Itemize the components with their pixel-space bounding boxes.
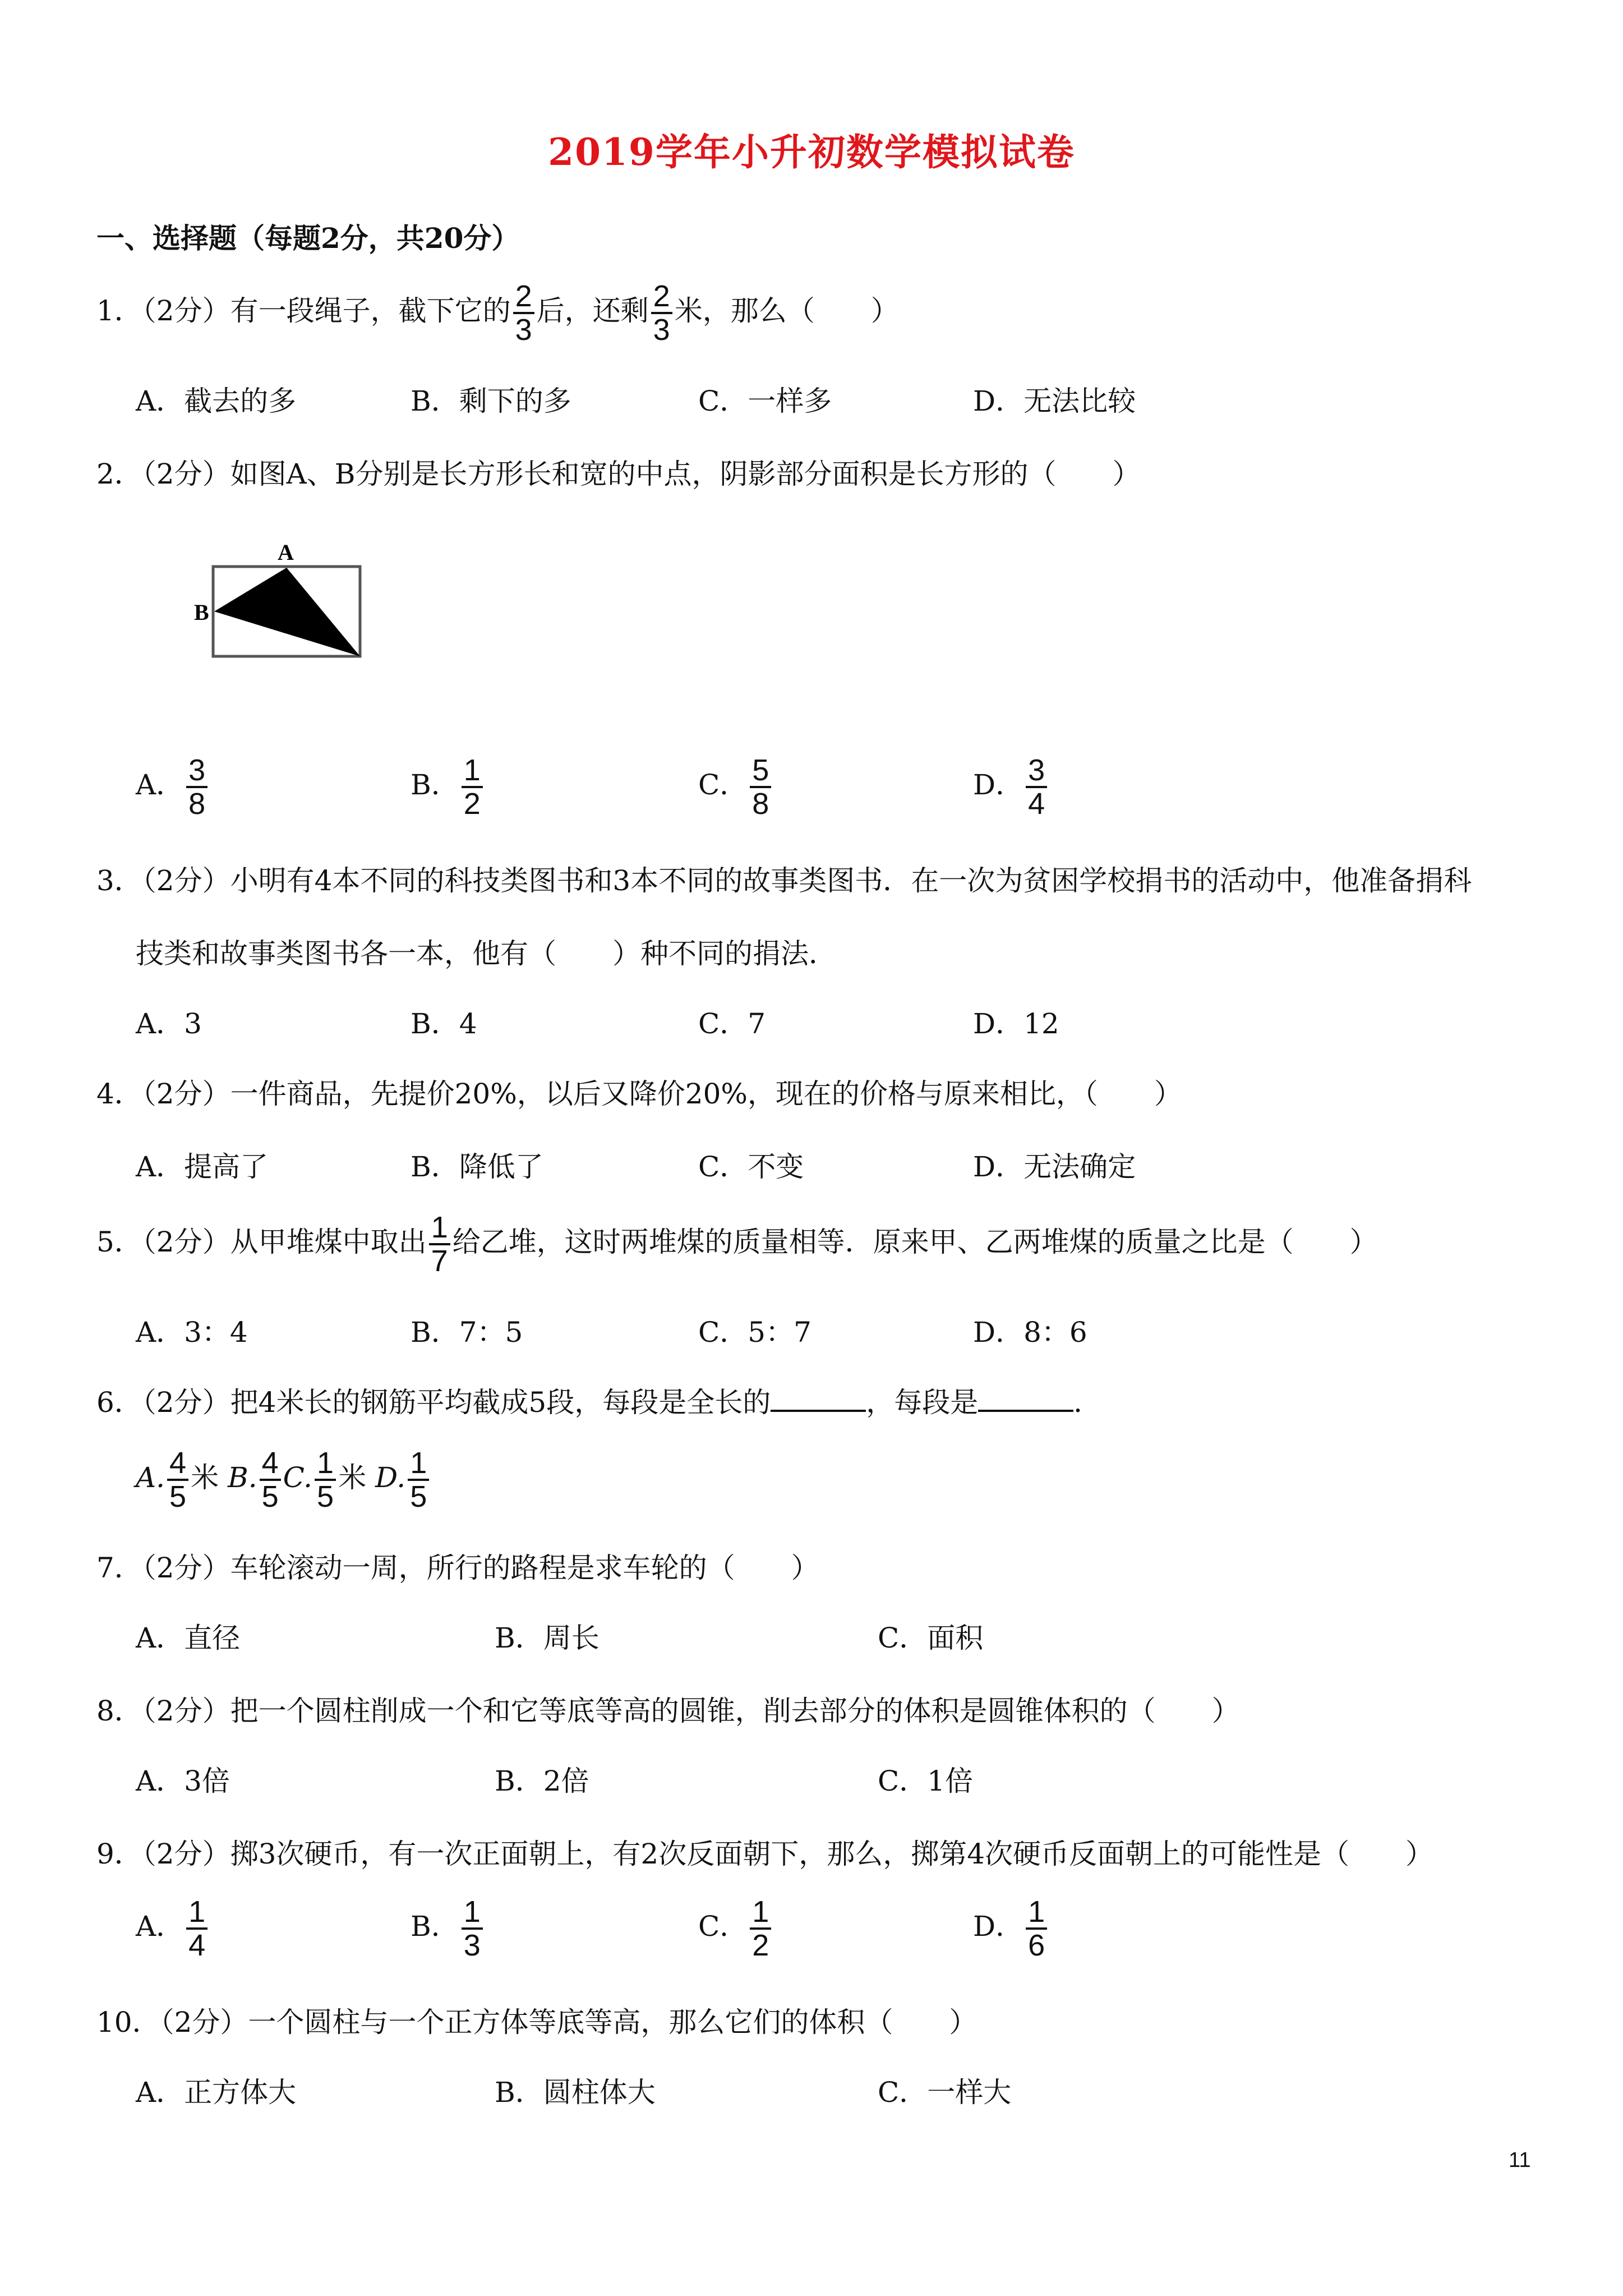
answer-blank [978,1385,1073,1412]
section-heading: 一、选择题（每题2分，共20分） [96,222,520,255]
question-text: 后，还剩 [536,295,649,327]
option-c: C． $\frac{5}{8}$ [698,754,773,820]
option-c: C．一样多 [698,385,832,417]
answer-blank [771,1385,866,1412]
page-title: 2019学年小升初数学模拟试卷 [548,130,1075,174]
option-c: C．5：7 [698,1316,811,1349]
option-c: C．面积 [878,1622,984,1654]
question-6: 6．（2分）把4米长的钢筋平均截成5段，每段是全长的 ，每段是 ． [96,1386,1102,1419]
option-b: B．4 [411,1007,477,1040]
question-2: 2．（2分）如图A、B分别是长方形长和宽的中点，阴影部分面积是长方形的（ ） [96,458,1141,490]
question-3: 3．（2分）小明有4本不同的科技类图书和3本不同的故事类图书．在一次为贫困学校捐书的活动中，他准备捐科 [96,864,1472,897]
option-c: C．一样大 [878,2076,1012,2109]
option-d: D． $\frac{3}{4}$ [973,754,1049,820]
question-7: 7．（2分）车轮滚动一周，所行的路程是求车轮的（ ） [96,1552,819,1584]
option-a: A．3 [136,1007,202,1040]
option-a: A． $\frac{3}{8}$ [136,754,210,820]
option-d: D．无法确定 [973,1151,1136,1183]
question-text: 米，那么（ ） [674,295,899,327]
question-9: 9．（2分）掷3次硬币，有一次正面朝上，有2次反面朝下，那么，掷第4次硬币反面朝上的可能性是（ ） [96,1838,1434,1870]
fraction: $\frac{2}{3}$ [513,280,534,346]
question-6-options: A. $\frac{4}{5}$ 米 B. $\frac{4}{5}$ C. $\frac{1}{5}$ 米 D. $\frac{1}{5}$ [136,1447,431,1512]
label-a: A [278,540,294,565]
question-text: 1．（2分）有一段绳子，截下它的 [96,295,511,327]
option-b: B． $\frac{1}{2}$ [411,754,485,820]
option-b: B．周长 [495,1622,600,1654]
option-a: A．3：4 [136,1316,248,1349]
option-d: D．12 [973,1007,1059,1040]
option-c: C．7 [698,1007,766,1040]
page-number: 11 [1509,2148,1531,2172]
option-d: D．8：6 [973,1316,1087,1349]
option-d: D．无法比较 [973,385,1136,417]
option-b: B．7：5 [411,1316,523,1349]
question-3-continued: 技类和故事类图书各一本，他有（ ）种不同的捐法． [136,937,837,970]
option-a: A．直径 [136,1622,241,1654]
question-1 [96,280,899,346]
option-a: A．3倍 [136,1765,230,1797]
label-b: B [194,600,209,625]
option-c: C． $\frac{1}{2}$ [698,1896,773,1961]
option-d: D． $\frac{1}{6}$ [973,1896,1049,1961]
option-b: B．剩下的多 [411,385,571,417]
question-8: 8．（2分）把一个圆柱削成一个和它等底等高的圆锥，削去部分的体积是圆锥体积的（ ） [96,1695,1240,1727]
question-4: 4．（2分）一件商品，先提价20%，以后又降价20%，现在的价格与原来相比，（ ） [96,1078,1182,1110]
option-c: C．1倍 [878,1765,974,1797]
rectangle-figure [196,539,376,674]
question-5: 5．（2分）从甲堆煤中取出 $\frac{1}{7}$ 给乙堆，这时两堆煤的质量相等．原来甲、乙两堆煤的质量之比是（ ） [96,1211,1378,1278]
option-c: C．不变 [698,1151,804,1183]
question-10: 10．（2分）一个圆柱与一个正方体等底等高，那么它们的体积（ ） [96,2006,978,2039]
option-b: B．圆柱体大 [495,2076,656,2109]
option-b: B．降低了 [411,1151,543,1183]
option-a: A．提高了 [136,1151,269,1183]
shaded-triangle-diagram [196,539,376,668]
option-b: B． $\frac{1}{3}$ [411,1896,485,1961]
option-a: A． $\frac{1}{4}$ [136,1896,210,1961]
option-a: A．截去的多 [136,385,297,417]
option-a: A．正方体大 [136,2076,297,2109]
fraction: $\frac{2}{3}$ [651,280,672,346]
option-b: B．2倍 [495,1765,589,1797]
